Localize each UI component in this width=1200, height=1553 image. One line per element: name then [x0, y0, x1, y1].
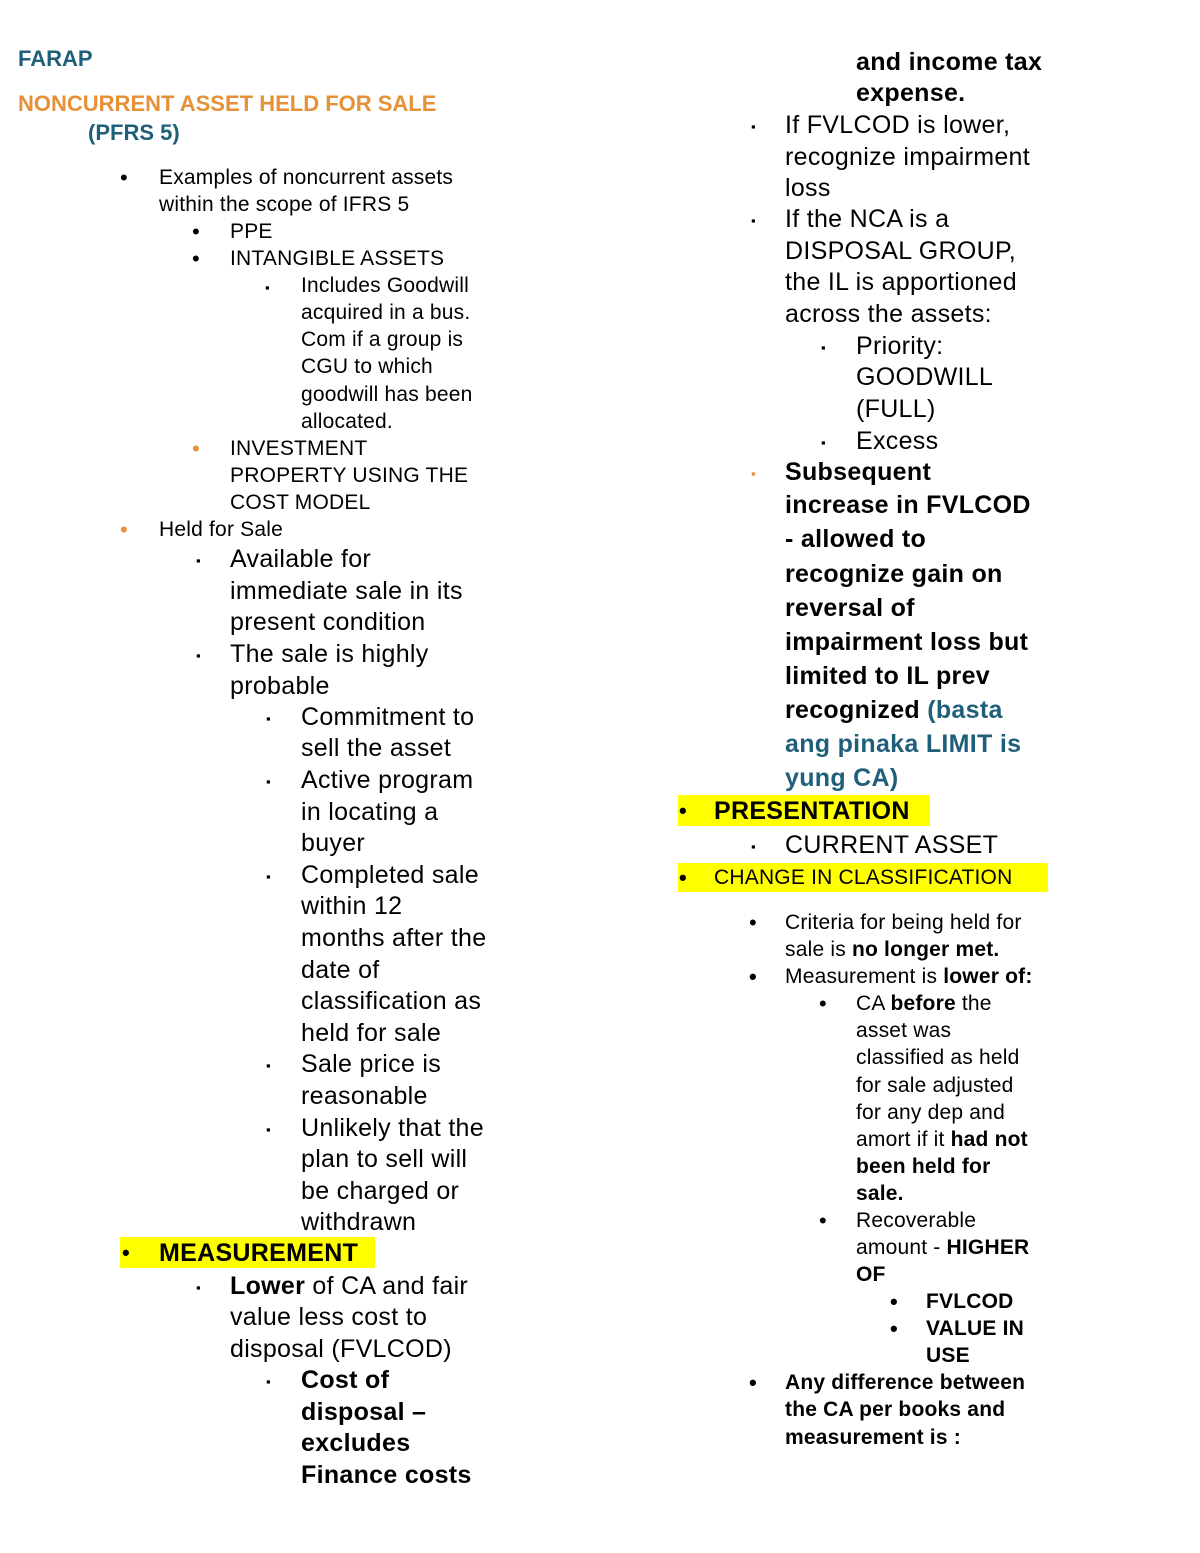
held-for-sale-label: Held for Sale — [159, 518, 283, 541]
lower-bold: Lower — [230, 1272, 306, 1300]
bullet-square: ▪ — [266, 1058, 271, 1073]
completed-line: classification as — [301, 987, 482, 1015]
bullet-square: ▪ — [751, 119, 756, 134]
top-continuation: and income tax — [856, 48, 1043, 76]
criteria-bold: no longer met. — [851, 938, 1000, 961]
lower-line: value less cost to — [230, 1303, 428, 1331]
bullet-dot: • — [679, 865, 687, 890]
bullet-dot: • — [890, 1289, 898, 1314]
bullet-square: ▪ — [265, 280, 270, 295]
bullet-dot: • — [749, 964, 757, 989]
active-line: buyer — [301, 829, 366, 857]
probable-line: The sale is highly — [230, 640, 429, 668]
completed-line: held for sale — [301, 1019, 442, 1047]
bullet-dot: • — [122, 1240, 130, 1265]
lower-rest: of CA and fair — [305, 1272, 469, 1300]
recoverable-line: OF — [856, 1263, 886, 1286]
subsequent-line — [785, 696, 1003, 725]
bullet-square: ▪ — [266, 711, 271, 726]
priority-line: (FULL) — [856, 395, 936, 423]
examples-line: Examples of noncurrent assets — [159, 166, 454, 189]
recoverable-bold: HIGHER — [946, 1236, 1030, 1259]
investment-line: PROPERTY USING THE — [230, 464, 469, 487]
recognized-text: recognized — [785, 696, 920, 724]
amort-bold: had not — [950, 1128, 1028, 1151]
value-in-use-line: VALUE IN — [926, 1317, 1025, 1340]
fvlcod-item: FVLCOD — [926, 1290, 1014, 1313]
intangible-item: INTANGIBLE ASSETS — [230, 247, 445, 270]
goodwill-line: allocated. — [301, 410, 393, 433]
basta-note: (basta — [927, 696, 1003, 724]
subsequent-line: reversal of — [785, 594, 915, 622]
completed-line: Completed sale — [301, 861, 479, 889]
bullet-dot: • — [890, 1316, 898, 1341]
bullet-square: ▪ — [196, 648, 201, 663]
subsequent-line: increase in FVLCOD — [785, 491, 1031, 519]
bullet-square: ▪ — [751, 213, 756, 228]
any-difference-line: the CA per books and — [785, 1398, 1006, 1421]
amort-pre: amort if it — [856, 1128, 951, 1151]
measurement-lower-line — [785, 965, 1033, 989]
bullet-dot: • — [749, 910, 757, 935]
price-line: reasonable — [301, 1082, 428, 1110]
completed-line: date of — [301, 956, 380, 984]
bullet-square: ▪ — [196, 1280, 201, 1295]
ca-bold: before — [890, 992, 956, 1015]
examples-line: within the scope of IFRS 5 — [159, 193, 410, 216]
ppe-item: PPE — [230, 220, 273, 243]
bullet-dot: • — [120, 165, 128, 190]
active-line: Active program — [301, 766, 474, 794]
subsequent-line: - allowed to — [785, 525, 927, 553]
bullet-square: ▪ — [266, 1374, 271, 1389]
ca-post: the — [955, 992, 992, 1015]
goodwill-line: acquired in a bus. — [301, 301, 471, 324]
value-in-use-line: USE — [926, 1344, 970, 1367]
any-difference-line: measurement is : — [785, 1426, 961, 1449]
disposal-group-line: the IL is apportioned — [785, 268, 1017, 296]
recoverable-pre: amount - — [856, 1236, 947, 1259]
priority-line: GOODWILL — [856, 363, 994, 391]
criteria-line: Criteria for being held for — [785, 911, 1022, 934]
cost-line: Cost of — [301, 1366, 390, 1394]
fvlcod-lower-line: recognize impairment — [785, 143, 1030, 171]
bullet-square: ▪ — [751, 839, 756, 854]
bullet-square: ▪ — [751, 466, 756, 481]
bullet-dot: • — [819, 1208, 827, 1233]
investment-line: INVESTMENT — [230, 437, 368, 460]
criteria-pre: sale is — [785, 938, 852, 961]
fvlcod-lower-line: loss — [785, 174, 831, 202]
investment-line: COST MODEL — [230, 491, 371, 514]
ca-before-line: been held for — [856, 1155, 991, 1178]
recoverable-line: Recoverable — [856, 1209, 977, 1232]
cost-line: Finance costs — [301, 1461, 472, 1489]
priority-line: Priority: — [856, 332, 944, 360]
unlikely-line: plan to sell will — [301, 1145, 468, 1173]
bullet-dot: • — [192, 219, 200, 244]
current-asset-item: CURRENT ASSET — [785, 831, 999, 859]
bullet-square: ▪ — [266, 1122, 271, 1137]
excess-item: Excess — [856, 427, 939, 455]
subsequent-line: impairment loss but — [785, 628, 1029, 656]
active-line: in locating a — [301, 798, 439, 826]
course-code: FARAP — [18, 46, 93, 71]
lower-line — [230, 1272, 468, 1301]
unlikely-line: be charged or — [301, 1177, 460, 1205]
ca-before-line: for sale adjusted — [856, 1074, 1014, 1097]
subsequent-line: recognize gain on — [785, 560, 1003, 588]
measurement-heading: MEASUREMENT — [159, 1239, 359, 1267]
cost-line: disposal – — [301, 1398, 427, 1426]
bullet-dot: • — [749, 1370, 757, 1395]
ca-before-line: classified as held — [856, 1046, 1020, 1069]
bullet-square: ▪ — [266, 774, 271, 789]
available-line: present condition — [230, 608, 426, 636]
change-heading: CHANGE IN CLASSIFICATION — [714, 866, 1013, 889]
bullet-dot: • — [192, 246, 200, 271]
unlikely-line: Unlikely that the — [301, 1114, 484, 1142]
probable-line: probable — [230, 672, 330, 700]
recoverable-line — [856, 1236, 1029, 1260]
goodwill-line: CGU to which — [301, 355, 433, 378]
goodwill-line: Includes Goodwill — [301, 274, 469, 297]
top-continuation: expense. — [856, 79, 966, 107]
subsequent-line: limited to IL prev — [785, 662, 990, 690]
unlikely-line: withdrawn — [301, 1208, 417, 1236]
goodwill-line: Com if a group is — [301, 328, 464, 351]
fvlcod-lower-line: If FVLCOD is lower, — [785, 111, 1011, 139]
ca-before-line: sale. — [856, 1182, 904, 1205]
ca-before-line: for any dep and — [856, 1101, 1005, 1124]
any-difference-line: Any difference between — [785, 1371, 1026, 1394]
commitment-line: sell the asset — [301, 734, 452, 762]
bullet-dot: • — [819, 991, 827, 1016]
bullet-square: ▪ — [266, 869, 271, 884]
bullet-square: ▪ — [821, 435, 826, 450]
commitment-line: Commitment to — [301, 703, 475, 731]
bullet-dot: • — [679, 798, 687, 823]
available-line: immediate sale in its — [230, 577, 463, 605]
goodwill-line: goodwill has been — [301, 383, 473, 406]
bullet-dot: • — [120, 517, 128, 542]
available-line: Available for — [230, 545, 372, 573]
meas-pre: Measurement is — [785, 965, 944, 988]
disposal-group-line: If the NCA is a — [785, 205, 950, 233]
price-line: Sale price is — [301, 1050, 442, 1078]
ca-before-line: asset was — [856, 1019, 952, 1042]
completed-line: within 12 — [301, 892, 403, 920]
bullet-dot: • — [192, 436, 200, 461]
presentation-heading: PRESENTATION — [714, 797, 910, 825]
criteria-line — [785, 938, 999, 962]
standard-ref: (PFRS 5) — [88, 120, 180, 145]
lower-line: disposal (FVLCOD) — [230, 1335, 452, 1363]
basta-note-line: ang pinaka LIMIT is — [785, 730, 1022, 758]
disposal-group-line: across the assets: — [785, 300, 992, 328]
disposal-group-line: DISPOSAL GROUP, — [785, 237, 1016, 265]
bullet-square: ▪ — [196, 553, 201, 568]
ca-before-line — [856, 992, 992, 1016]
basta-note-line: yung CA) — [785, 764, 899, 792]
subsequent-line: Subsequent — [785, 458, 932, 486]
completed-line: months after the — [301, 924, 487, 952]
ca-pre: CA — [856, 992, 891, 1015]
ca-before-line — [856, 1128, 1028, 1152]
bullet-square: ▪ — [821, 340, 826, 355]
cost-line: excludes — [301, 1429, 411, 1457]
page-title: NONCURRENT ASSET HELD FOR SALE — [18, 91, 437, 116]
meas-bold: lower of: — [943, 965, 1033, 988]
